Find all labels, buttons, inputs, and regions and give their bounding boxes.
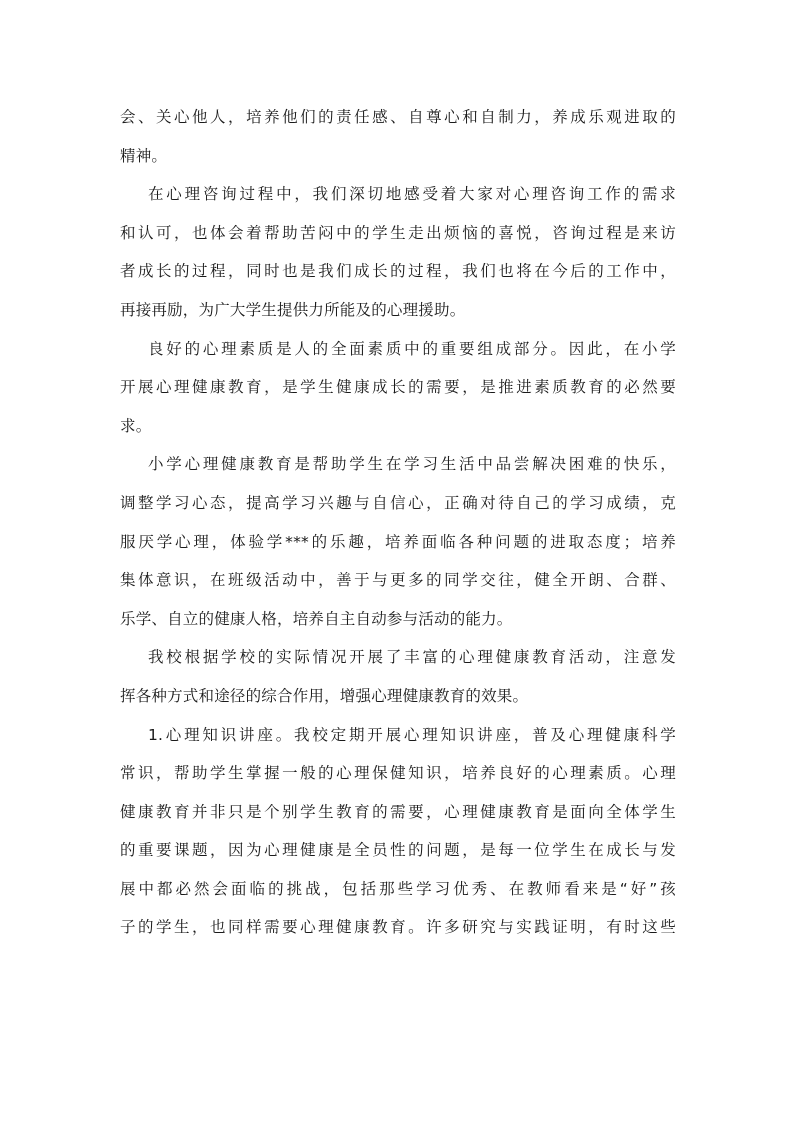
paragraph	[120, 445, 676, 638]
text-line: 子的学生，也同样需要心理健康教育。许多研究与实践证明，有时这些	[120, 918, 676, 937]
text-line: 服厌学心理，体验学***的乐趣，培养面临各种问题的进取态度；培养	[120, 532, 676, 551]
text-line: 的重要课题，因为心理健康是全员性的问题，是每一位学生在成长与发	[120, 841, 676, 860]
text-line: 再接再励，为广大学生提供力所能及的心理援助。	[120, 300, 466, 319]
text-line: 集体意识，在班级活动中，善于与更多的同学交往，健全开朗、合群、	[120, 571, 676, 590]
text-line: 良好的心理素质是人的全面素质中的重要组成部分。因此，在小学	[148, 339, 676, 358]
text-line: 我校根据学校的实际情况开展了丰富的心理健康教育活动，注意发	[148, 648, 676, 667]
text-line: 小学心理健康教育是帮助学生在学习生活中品尝解决困难的快乐，	[148, 455, 676, 474]
paragraph	[120, 98, 676, 175]
paragraph	[120, 638, 676, 715]
text-line: 会、关心他人，培养他们的责任感、自尊心和自制力，养成乐观进取的	[120, 108, 676, 126]
text-line: 调整学习心态，提高学习兴趣与自信心，正确对待自己的学习成绩，克	[120, 493, 676, 512]
text-line: 求。	[120, 416, 152, 435]
text-line: 展中都必然会面临的挑战，包括那些学习优秀、在教师看来是“好”孩	[120, 879, 676, 898]
text-line: 者成长的过程，同时也是我们成长的过程，我们也将在今后的工作中，	[120, 262, 676, 281]
paragraph	[120, 175, 676, 329]
document-body	[120, 98, 676, 947]
text-line: 1.心理知识讲座。我校定期开展心理知识讲座，普及心理健康科学	[148, 725, 676, 744]
text-line: 精神。	[120, 146, 168, 165]
paragraph	[120, 716, 676, 948]
text-line: 挥各种方式和途径的综合作用，增强心理健康教育的效果。	[120, 686, 529, 705]
text-line: 乐学、自立的健康人格，培养自主自动参与活动的能力。	[120, 609, 513, 628]
paragraph	[120, 330, 676, 446]
text-line: 开展心理健康教育，是学生健康成长的需要，是推进素质教育的必然要	[120, 378, 676, 397]
text-line: 和认可，也体会着帮助苦闷中的学生走出烦恼的喜悦，咨询过程是来访	[120, 223, 676, 242]
text-line: 常识，帮助学生掌握一般的心理保健知识，培养良好的心理素质。心理	[120, 764, 676, 783]
text-line: 健康教育并非只是个别学生教育的需要，心理健康教育是面向全体学生	[120, 802, 676, 821]
text-line: 在心理咨询过程中，我们深切地感受着大家对心理咨询工作的需求	[148, 185, 676, 204]
